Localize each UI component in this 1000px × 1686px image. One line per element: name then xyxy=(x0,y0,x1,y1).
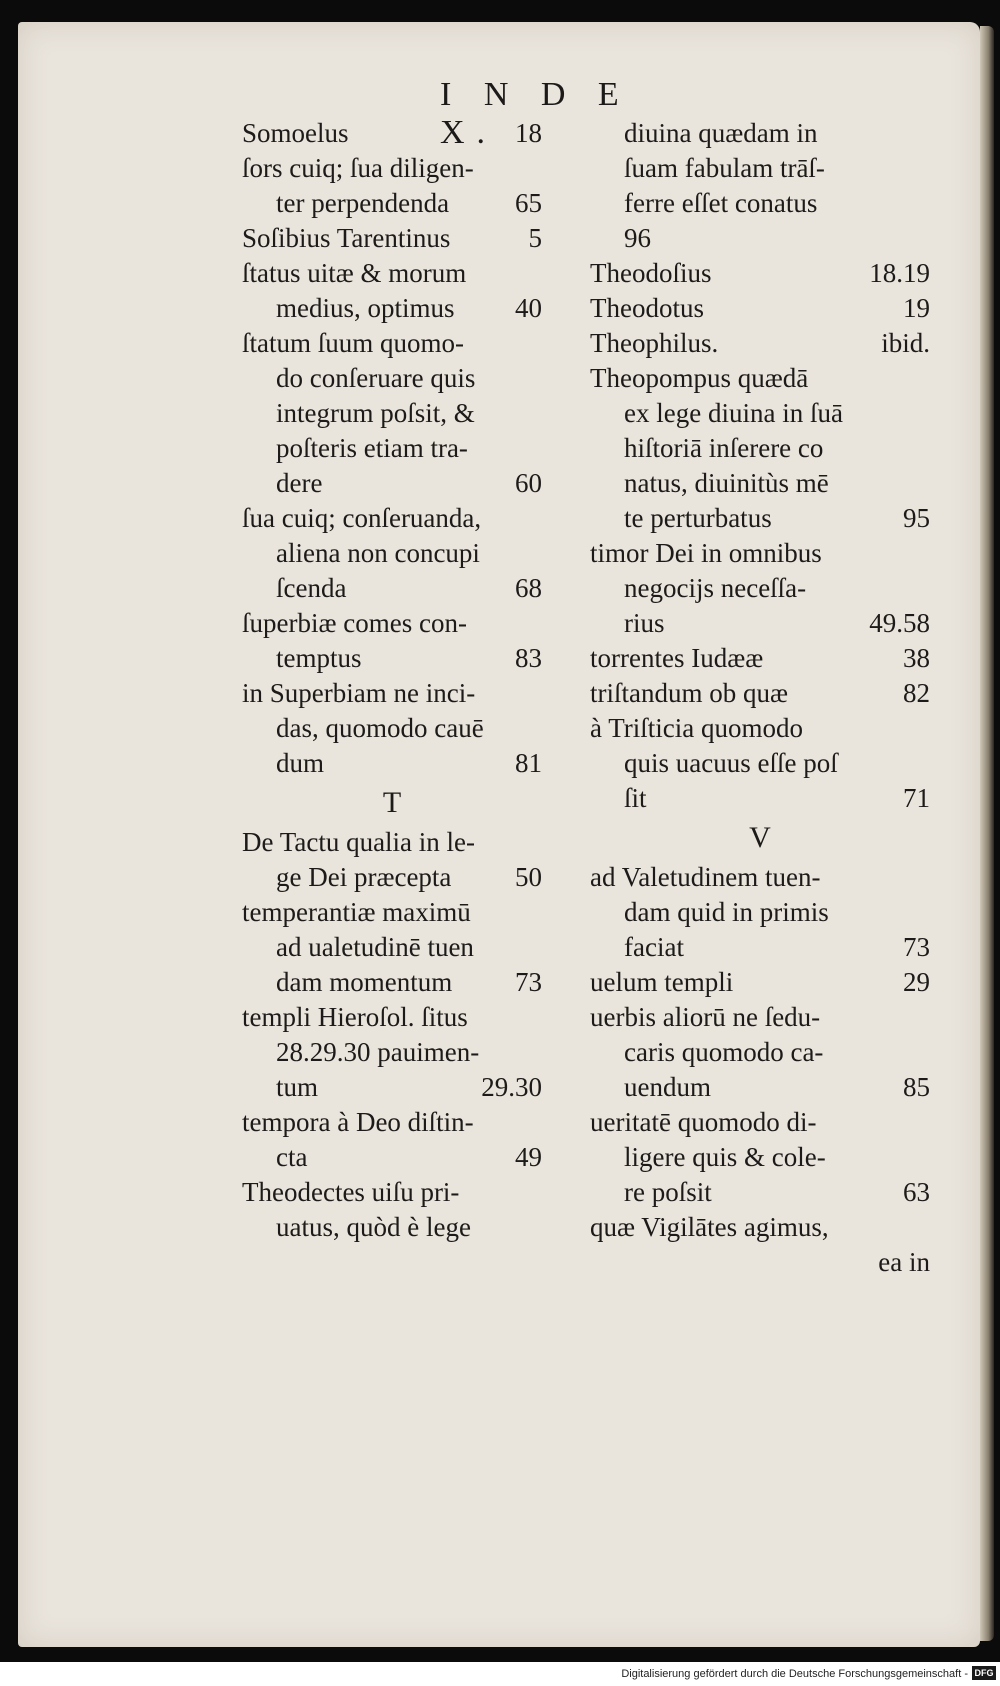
index-line xyxy=(242,396,542,431)
index-line-text: te perturbatus xyxy=(624,503,772,533)
index-page-number: 29.30 xyxy=(481,1072,542,1102)
index-line xyxy=(590,361,930,396)
index-line xyxy=(590,746,930,781)
index-line xyxy=(590,116,930,151)
index-line xyxy=(242,361,542,396)
index-line xyxy=(590,1000,930,1035)
index-line-text: uendum xyxy=(624,1072,711,1102)
index-page-number: 50 xyxy=(515,862,542,892)
index-line xyxy=(242,676,542,711)
index-page-number: 73 xyxy=(515,967,542,997)
index-line-text: 28.29.30 pauimen- xyxy=(276,1037,480,1067)
index-entry xyxy=(590,1105,930,1210)
index-line xyxy=(590,291,930,326)
index-line-text: medius, optimus xyxy=(276,293,455,323)
index-line xyxy=(242,965,542,1000)
index-page-number: 95 xyxy=(903,503,930,533)
index-line xyxy=(590,186,930,221)
index-line-text: ea in xyxy=(878,1247,930,1277)
index-line xyxy=(590,1070,930,1105)
index-line xyxy=(590,221,930,256)
index-line-text: poſteris etiam tra- xyxy=(276,433,468,463)
index-page-number: 19 xyxy=(903,293,930,323)
index-line-text: torrentes Iudææ xyxy=(590,643,764,673)
index-page-number: 73 xyxy=(903,932,930,962)
index-page-number: 29 xyxy=(903,967,930,997)
index-line-text: dum xyxy=(276,748,325,778)
index-column-right xyxy=(590,116,930,1280)
index-line-text: integrum poſsit, & xyxy=(276,398,475,428)
index-line xyxy=(590,676,930,711)
index-line xyxy=(590,396,930,431)
index-line xyxy=(242,1105,542,1140)
index-page-number: 18 xyxy=(515,118,542,148)
index-line xyxy=(590,895,930,930)
index-line xyxy=(242,711,542,746)
index-line-text: faciat xyxy=(624,932,684,962)
index-line-text: triſtandum ob quæ xyxy=(590,678,788,708)
index-line xyxy=(242,895,542,930)
index-page-number: 49 xyxy=(515,1142,542,1172)
index-line-text: temperantiæ maximū xyxy=(242,897,471,927)
index-line-text: ligere quis & cole- xyxy=(624,1142,826,1172)
index-entry xyxy=(590,676,930,711)
index-line xyxy=(242,291,542,326)
index-entry xyxy=(590,711,930,816)
index-line xyxy=(242,431,542,466)
index-entry xyxy=(242,1105,542,1175)
index-line-text: ſit xyxy=(624,783,647,813)
index-entry xyxy=(590,860,930,965)
index-line xyxy=(590,641,930,676)
index-line xyxy=(590,431,930,466)
index-line-text: ex lege diuina in ſuā xyxy=(624,398,843,428)
index-line-text: De Tactu qualia in le- xyxy=(242,827,476,857)
index-letter-heading: V xyxy=(749,821,771,854)
index-line-text: à Triſticia quomodo xyxy=(590,713,804,743)
index-line xyxy=(242,116,542,151)
index-line-text: ſua cuiq; conſeruanda, xyxy=(242,503,482,533)
index-line-text: temptus xyxy=(276,643,362,673)
index-line xyxy=(242,825,542,860)
index-line-text: Theodotus xyxy=(590,293,704,323)
index-line-text: dam quid in primis xyxy=(624,897,829,927)
index-line xyxy=(590,326,930,361)
index-page-number: 38 xyxy=(903,643,930,673)
index-page-number: 60 xyxy=(515,468,542,498)
index-page-number: 83 xyxy=(515,643,542,673)
index-line xyxy=(590,965,930,1000)
index-page-number: 65 xyxy=(515,188,542,218)
index-entry xyxy=(242,116,542,151)
index-line-text: uelum templi xyxy=(590,967,734,997)
index-line-text: ſtatum ſuum quomo- xyxy=(242,328,464,358)
index-page-number: 49.58 xyxy=(869,608,930,638)
index-line xyxy=(590,1140,930,1175)
page-edge xyxy=(980,26,994,1641)
index-line-text: diuina quædam in xyxy=(624,118,818,148)
page-title: I N D E X. xyxy=(440,76,631,151)
index-entry xyxy=(590,536,930,641)
index-line-text: dere xyxy=(276,468,323,498)
index-line-text: ad Valetudinem tuen- xyxy=(590,862,821,892)
index-entry xyxy=(242,606,542,676)
index-line-text: ad ualetudinē tuen xyxy=(276,932,474,962)
index-entry xyxy=(590,1000,930,1105)
index-entry xyxy=(242,825,542,895)
index-entry xyxy=(242,326,542,501)
index-line-text: ueritatē quomodo di- xyxy=(590,1107,817,1137)
index-line xyxy=(242,930,542,965)
index-line xyxy=(242,1175,542,1210)
index-entry xyxy=(590,291,930,326)
index-entry xyxy=(242,676,542,781)
index-line-text: quæ Vigilātes agimus, xyxy=(590,1212,829,1242)
index-line-text: uatus, quòd è lege xyxy=(276,1212,471,1242)
index-line xyxy=(590,256,930,291)
index-line-text: ſuam fabulam trāſ- xyxy=(624,153,825,183)
index-line-text: rius xyxy=(624,608,665,638)
index-line xyxy=(590,571,930,606)
index-entry xyxy=(590,1210,930,1280)
index-entry xyxy=(242,151,542,221)
index-line-text: dam momentum xyxy=(276,967,453,997)
index-line xyxy=(242,326,542,361)
index-line-text: ſtatus uitæ & morum xyxy=(242,258,467,288)
index-line-text: Theopompus quædā xyxy=(590,363,809,393)
index-line xyxy=(590,536,930,571)
index-page-number: 71 xyxy=(903,783,930,813)
index-line-text: Theodectes uiſu pri- xyxy=(242,1177,460,1207)
index-line xyxy=(590,711,930,746)
footer-bar xyxy=(0,1662,1000,1686)
dfg-logo: DFG xyxy=(972,1666,996,1680)
footer-credit: Digitalisierung gefördert durch die Deutsche Forschungsgemeinschaft - xyxy=(621,1668,968,1680)
index-line xyxy=(242,1000,542,1035)
index-line xyxy=(242,606,542,641)
index-line xyxy=(590,1175,930,1210)
index-page-number: 82 xyxy=(903,678,930,708)
index-line xyxy=(242,221,542,256)
index-line xyxy=(590,1105,930,1140)
index-entry xyxy=(242,256,542,326)
index-line-text: hiſtoriā inſerere co xyxy=(624,433,824,463)
index-line xyxy=(242,466,542,501)
index-line xyxy=(242,1210,542,1245)
index-line xyxy=(242,746,542,781)
index-line-text: tum xyxy=(276,1072,319,1102)
index-column-left xyxy=(242,116,542,1245)
index-line xyxy=(590,1245,930,1280)
index-line xyxy=(590,501,930,536)
index-line xyxy=(242,1035,542,1070)
index-line xyxy=(242,536,542,571)
index-entry xyxy=(590,256,930,291)
index-line xyxy=(590,1210,930,1245)
index-line-text: 96 xyxy=(624,223,651,253)
index-line-text: Theodoſius xyxy=(590,258,712,288)
index-entry xyxy=(242,501,542,606)
index-line-text: cta xyxy=(276,1142,308,1172)
index-line xyxy=(242,1140,542,1175)
index-entry xyxy=(590,116,930,256)
index-line-text: Soſibius Tarentinus xyxy=(242,223,451,253)
index-page-number: 63 xyxy=(903,1177,930,1207)
index-line xyxy=(242,501,542,536)
index-line-text: re poſsit xyxy=(624,1177,712,1207)
index-line-text: quis uacuus eſſe poſ xyxy=(624,748,838,778)
index-entry xyxy=(242,895,542,1000)
index-page-number: 18.19 xyxy=(869,258,930,288)
index-line xyxy=(242,571,542,606)
index-line-text: Somoelus xyxy=(242,118,349,148)
index-entry xyxy=(242,221,542,256)
index-line-text: ge Dei præcepta xyxy=(276,862,452,892)
index-line xyxy=(242,151,542,186)
index-line xyxy=(590,930,930,965)
index-line xyxy=(590,781,930,816)
index-entry xyxy=(590,641,930,676)
index-line-text: das, quomodo cauē xyxy=(276,713,484,743)
index-page-number: 40 xyxy=(515,293,542,323)
index-line xyxy=(590,860,930,895)
index-line-text: Theophilus. xyxy=(590,328,719,358)
index-entry xyxy=(590,326,930,361)
index-line-text: tempora à Deo diſtin- xyxy=(242,1107,474,1137)
index-line xyxy=(242,641,542,676)
index-line-text: negocijs neceſſa- xyxy=(624,573,807,603)
index-line-text: uerbis aliorū ne ſedu- xyxy=(590,1002,821,1032)
index-line xyxy=(590,151,930,186)
index-line-text: templi Hieroſol. ſitus xyxy=(242,1002,468,1032)
index-line xyxy=(590,1035,930,1070)
index-line xyxy=(590,466,930,501)
index-page-number: 85 xyxy=(903,1072,930,1102)
index-line xyxy=(242,186,542,221)
index-page-number: 81 xyxy=(515,748,542,778)
index-line-text: aliena non concupi xyxy=(276,538,480,568)
index-line-text: ſors cuiq; ſua diligen- xyxy=(242,153,474,183)
index-line-text: do conſeruare quis xyxy=(276,363,476,393)
index-line xyxy=(242,1070,542,1105)
index-line-text: timor Dei in omnibus xyxy=(590,538,822,568)
index-line-text: caris quomodo ca- xyxy=(624,1037,824,1067)
index-line xyxy=(242,860,542,895)
index-line-text: natus, diuinitùs mē xyxy=(624,468,829,498)
index-entry xyxy=(242,1000,542,1105)
index-line xyxy=(590,606,930,641)
index-line-text: in Superbiam ne inci- xyxy=(242,678,476,708)
index-entry xyxy=(242,1175,542,1245)
index-line-text: ſcenda xyxy=(276,573,347,603)
index-page-number: 68 xyxy=(515,573,542,603)
index-line-text: ter perpendenda xyxy=(276,188,450,218)
index-entry xyxy=(590,965,930,1000)
index-line-text: ſuperbiæ comes con- xyxy=(242,608,467,638)
index-entry xyxy=(590,361,930,536)
index-line-text: ferre eſſet conatus xyxy=(624,188,818,218)
index-line xyxy=(242,256,542,291)
index-page-number: 5 xyxy=(528,223,542,253)
index-page-number: ibid. xyxy=(881,328,930,358)
index-letter-heading: T xyxy=(382,786,402,819)
